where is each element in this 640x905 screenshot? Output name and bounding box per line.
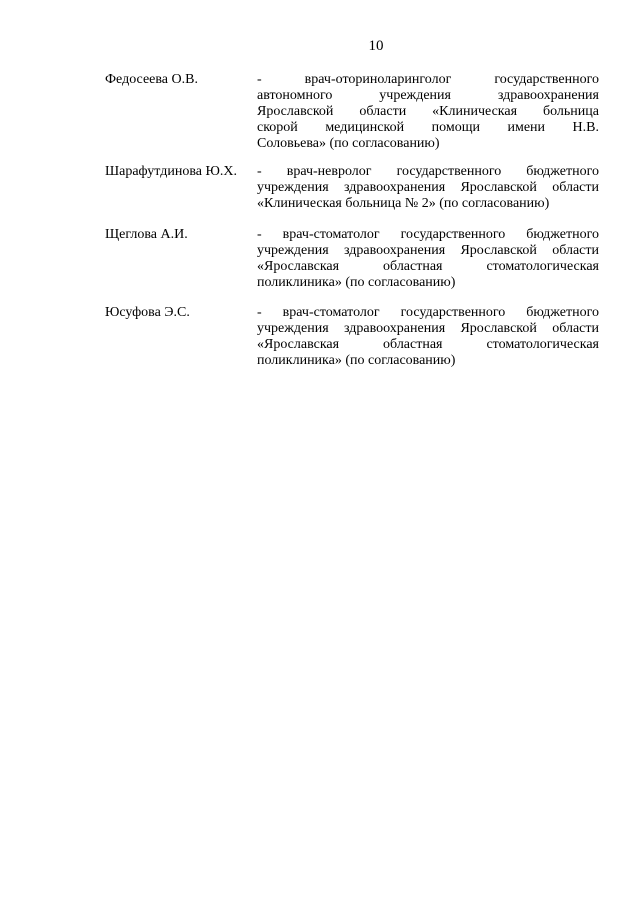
description-line: учреждения здравоохранения Ярославской области <box>257 243 599 258</box>
description-line: учреждения здравоохранения Ярославской области <box>257 180 599 195</box>
description-line: скорой медицинской помощи имени Н.В. <box>257 120 599 135</box>
position-description <box>257 164 599 212</box>
description-line: Ярославской области «Клиническая больница <box>257 104 599 119</box>
description-line: «Ярославская областная стоматологическая <box>257 259 599 274</box>
position-description <box>257 305 599 369</box>
description-line: учреждения здравоохранения Ярославской области <box>257 321 599 336</box>
person-name: Юсуфова Э.С. <box>105 305 190 320</box>
page-number: 10 <box>368 38 384 54</box>
description-line: поликлиника» (по согласованию) <box>257 275 456 290</box>
person-name: Щеглова А.И. <box>105 227 188 242</box>
description-line: - врач-невролог государственного бюджетного <box>257 164 599 179</box>
description-line: «Клиническая больница № 2» (по согласованию) <box>257 196 550 211</box>
description-line: поликлиника» (по согласованию) <box>257 353 456 368</box>
description-line: - врач-стоматолог государственного бюджетного <box>257 227 599 242</box>
description-line: - врач-стоматолог государственного бюджетного <box>257 305 599 320</box>
description-line: - врач-оториноларинголог государственного <box>257 72 599 87</box>
description-line: автономного учреждения здравоохранения <box>257 88 599 103</box>
description-line: «Ярославская областная стоматологическая <box>257 337 599 352</box>
position-description <box>257 72 599 152</box>
person-name: Федосеева О.В. <box>105 72 198 87</box>
person-name: Шарафутдинова Ю.Х. <box>105 164 237 179</box>
description-line: Соловьева» (по согласованию) <box>257 136 440 151</box>
position-description <box>257 227 599 291</box>
